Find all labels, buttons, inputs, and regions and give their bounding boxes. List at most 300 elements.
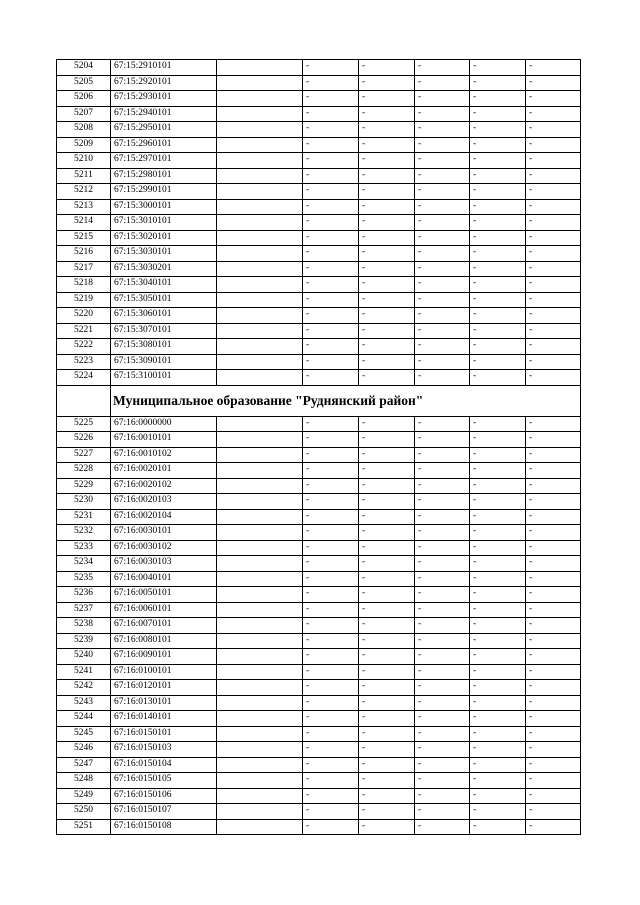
empty-cell xyxy=(217,742,303,758)
empty-cell xyxy=(217,215,303,231)
cadastral-code: 67:15:2940101 xyxy=(111,106,217,122)
dash-cell: - xyxy=(303,494,359,510)
dash-cell: - xyxy=(359,106,415,122)
row-number: 5234 xyxy=(57,556,111,572)
dash-cell: - xyxy=(303,354,359,370)
cadastral-code: 67:16:0060101 xyxy=(111,602,217,618)
row-number: 5237 xyxy=(57,602,111,618)
dash-cell: - xyxy=(415,556,470,572)
row-number: 5211 xyxy=(57,168,111,184)
dash-cell: - xyxy=(470,757,526,773)
dash-cell: - xyxy=(359,261,415,277)
table-row xyxy=(57,494,581,510)
dash-cell: - xyxy=(303,153,359,169)
dash-cell: - xyxy=(526,199,581,215)
dash-cell: - xyxy=(359,122,415,138)
dash-cell: - xyxy=(470,649,526,665)
dash-cell: - xyxy=(415,602,470,618)
empty-cell xyxy=(217,680,303,696)
dash-cell: - xyxy=(359,370,415,386)
row-number: 5235 xyxy=(57,571,111,587)
dash-cell: - xyxy=(470,742,526,758)
dash-cell: - xyxy=(303,230,359,246)
row-number: 5227 xyxy=(57,447,111,463)
cadastral-code: 67:16:0130101 xyxy=(111,695,217,711)
dash-cell: - xyxy=(526,432,581,448)
dash-cell: - xyxy=(526,91,581,107)
dash-cell: - xyxy=(415,153,470,169)
empty-cell xyxy=(217,726,303,742)
cadastral-code: 67:15:2910101 xyxy=(111,60,217,76)
table-row xyxy=(57,540,581,556)
row-number: 5218 xyxy=(57,277,111,293)
dash-cell: - xyxy=(359,742,415,758)
dash-cell: - xyxy=(359,246,415,262)
dash-cell: - xyxy=(415,447,470,463)
dash-cell: - xyxy=(359,509,415,525)
table-row xyxy=(57,711,581,727)
dash-cell: - xyxy=(415,416,470,432)
dash-cell: - xyxy=(359,649,415,665)
dash-cell: - xyxy=(415,122,470,138)
dash-cell: - xyxy=(359,323,415,339)
empty-cell xyxy=(217,664,303,680)
dash-cell: - xyxy=(526,122,581,138)
empty-cell xyxy=(217,122,303,138)
dash-cell: - xyxy=(359,494,415,510)
row-number: 5228 xyxy=(57,463,111,479)
empty-cell xyxy=(217,618,303,634)
dash-cell: - xyxy=(470,819,526,835)
dash-cell: - xyxy=(415,323,470,339)
dash-cell: - xyxy=(415,788,470,804)
dash-cell: - xyxy=(359,137,415,153)
dash-cell: - xyxy=(303,509,359,525)
cadastral-code: 67:15:3060101 xyxy=(111,308,217,324)
dash-cell: - xyxy=(415,261,470,277)
dash-cell: - xyxy=(526,354,581,370)
table-row xyxy=(57,773,581,789)
table-row xyxy=(57,184,581,200)
dash-cell: - xyxy=(359,804,415,820)
dash-cell: - xyxy=(526,618,581,634)
row-number: 5205 xyxy=(57,75,111,91)
empty-cell xyxy=(217,137,303,153)
cadastral-code: 67:16:0150108 xyxy=(111,819,217,835)
cadastral-code: 67:16:0020103 xyxy=(111,494,217,510)
dash-cell: - xyxy=(359,308,415,324)
dash-cell: - xyxy=(415,711,470,727)
dash-cell: - xyxy=(526,277,581,293)
dash-cell: - xyxy=(415,680,470,696)
table-row xyxy=(57,199,581,215)
dash-cell: - xyxy=(526,323,581,339)
dash-cell: - xyxy=(415,804,470,820)
table-body-before xyxy=(57,60,581,386)
empty-cell xyxy=(217,695,303,711)
dash-cell: - xyxy=(415,618,470,634)
cadastral-code: 67:15:2980101 xyxy=(111,168,217,184)
dash-cell: - xyxy=(526,494,581,510)
dash-cell: - xyxy=(359,695,415,711)
dash-cell: - xyxy=(303,463,359,479)
dash-cell: - xyxy=(359,432,415,448)
dash-cell: - xyxy=(359,75,415,91)
dash-cell: - xyxy=(470,525,526,541)
dash-cell: - xyxy=(303,277,359,293)
dash-cell: - xyxy=(359,711,415,727)
dash-cell: - xyxy=(526,788,581,804)
dash-cell: - xyxy=(526,571,581,587)
dash-cell: - xyxy=(359,463,415,479)
table-row xyxy=(57,587,581,603)
dash-cell: - xyxy=(415,432,470,448)
row-number: 5213 xyxy=(57,199,111,215)
dash-cell: - xyxy=(526,215,581,231)
dash-cell: - xyxy=(470,199,526,215)
empty-cell xyxy=(217,571,303,587)
cadastral-code: 67:15:2960101 xyxy=(111,137,217,153)
dash-cell: - xyxy=(303,416,359,432)
table-row xyxy=(57,75,581,91)
dash-cell: - xyxy=(470,463,526,479)
dash-cell: - xyxy=(415,60,470,76)
cadastral-code: 67:15:3030101 xyxy=(111,246,217,262)
row-number: 5251 xyxy=(57,819,111,835)
dash-cell: - xyxy=(415,168,470,184)
row-number: 5240 xyxy=(57,649,111,665)
empty-cell xyxy=(217,773,303,789)
row-number: 5238 xyxy=(57,618,111,634)
empty-cell xyxy=(217,292,303,308)
dash-cell: - xyxy=(359,168,415,184)
table-row xyxy=(57,556,581,572)
dash-cell: - xyxy=(526,649,581,665)
dash-cell: - xyxy=(415,184,470,200)
dash-cell: - xyxy=(526,75,581,91)
cadastral-code: 67:16:0030101 xyxy=(111,525,217,541)
dash-cell: - xyxy=(470,680,526,696)
dash-cell: - xyxy=(470,416,526,432)
cadastral-code: 67:15:3100101 xyxy=(111,370,217,386)
dash-cell: - xyxy=(470,571,526,587)
table-row xyxy=(57,168,581,184)
dash-cell: - xyxy=(526,804,581,820)
table-row xyxy=(57,308,581,324)
empty-cell xyxy=(217,602,303,618)
empty-cell xyxy=(217,525,303,541)
table-row xyxy=(57,277,581,293)
dash-cell: - xyxy=(303,246,359,262)
table-row xyxy=(57,649,581,665)
empty-cell xyxy=(217,91,303,107)
dash-cell: - xyxy=(303,556,359,572)
dash-cell: - xyxy=(526,695,581,711)
empty-cell xyxy=(217,323,303,339)
dash-cell: - xyxy=(470,540,526,556)
cadastral-code: 67:15:3080101 xyxy=(111,339,217,355)
dash-cell: - xyxy=(526,757,581,773)
dash-cell: - xyxy=(359,91,415,107)
cadastral-code: 67:15:2970101 xyxy=(111,153,217,169)
row-number: 5249 xyxy=(57,788,111,804)
dash-cell: - xyxy=(303,478,359,494)
dash-cell: - xyxy=(303,695,359,711)
dash-cell: - xyxy=(359,788,415,804)
empty-cell xyxy=(217,556,303,572)
dash-cell: - xyxy=(359,602,415,618)
row-number: 5232 xyxy=(57,525,111,541)
empty-cell xyxy=(217,649,303,665)
table-row xyxy=(57,804,581,820)
empty-cell xyxy=(217,788,303,804)
empty-cell xyxy=(217,447,303,463)
row-number: 5250 xyxy=(57,804,111,820)
row-number: 5224 xyxy=(57,370,111,386)
dash-cell: - xyxy=(470,277,526,293)
dash-cell: - xyxy=(415,525,470,541)
table-row xyxy=(57,261,581,277)
dash-cell: - xyxy=(415,509,470,525)
dash-cell: - xyxy=(526,711,581,727)
row-number: 5236 xyxy=(57,587,111,603)
table-row xyxy=(57,726,581,742)
row-number: 5244 xyxy=(57,711,111,727)
dash-cell: - xyxy=(359,447,415,463)
dash-cell: - xyxy=(303,432,359,448)
row-number: 5243 xyxy=(57,695,111,711)
dash-cell: - xyxy=(470,75,526,91)
row-number: 5220 xyxy=(57,308,111,324)
row-number: 5209 xyxy=(57,137,111,153)
dash-cell: - xyxy=(470,230,526,246)
cadastral-code: 67:15:3020101 xyxy=(111,230,217,246)
dash-cell: - xyxy=(526,525,581,541)
table-row xyxy=(57,292,581,308)
dash-cell: - xyxy=(359,354,415,370)
row-number: 5233 xyxy=(57,540,111,556)
row-number: 5247 xyxy=(57,757,111,773)
dash-cell: - xyxy=(415,308,470,324)
dash-cell: - xyxy=(303,525,359,541)
dash-cell: - xyxy=(470,695,526,711)
empty-cell xyxy=(217,416,303,432)
dash-cell: - xyxy=(415,199,470,215)
table-row xyxy=(57,370,581,386)
dash-cell: - xyxy=(470,509,526,525)
dash-cell: - xyxy=(359,664,415,680)
dash-cell: - xyxy=(526,292,581,308)
dash-cell: - xyxy=(526,308,581,324)
cadastral-code: 67:15:3000101 xyxy=(111,199,217,215)
dash-cell: - xyxy=(526,137,581,153)
row-number: 5225 xyxy=(57,416,111,432)
row-number: 5210 xyxy=(57,153,111,169)
table-row xyxy=(57,618,581,634)
dash-cell: - xyxy=(303,168,359,184)
cadastral-code: 67:16:0150107 xyxy=(111,804,217,820)
dash-cell: - xyxy=(303,804,359,820)
dash-cell: - xyxy=(359,680,415,696)
dash-cell: - xyxy=(415,773,470,789)
dash-cell: - xyxy=(359,215,415,231)
section-header xyxy=(57,385,581,416)
row-number: 5223 xyxy=(57,354,111,370)
row-number: 5245 xyxy=(57,726,111,742)
dash-cell: - xyxy=(526,773,581,789)
empty-cell xyxy=(217,540,303,556)
row-number: 5212 xyxy=(57,184,111,200)
dash-cell: - xyxy=(303,602,359,618)
table-row xyxy=(57,91,581,107)
table-row xyxy=(57,757,581,773)
empty-cell xyxy=(217,168,303,184)
cadastral-code: 67:16:0020101 xyxy=(111,463,217,479)
dash-cell: - xyxy=(470,261,526,277)
dash-cell: - xyxy=(470,153,526,169)
empty-cell xyxy=(217,509,303,525)
dash-cell: - xyxy=(415,633,470,649)
table-row xyxy=(57,742,581,758)
cadastral-code: 67:15:3090101 xyxy=(111,354,217,370)
dash-cell: - xyxy=(303,788,359,804)
dash-cell: - xyxy=(303,308,359,324)
dash-cell: - xyxy=(303,122,359,138)
row-number: 5214 xyxy=(57,215,111,231)
dash-cell: - xyxy=(359,60,415,76)
dash-cell: - xyxy=(303,711,359,727)
table-body-after xyxy=(57,416,581,835)
dash-cell: - xyxy=(415,742,470,758)
dash-cell: - xyxy=(415,230,470,246)
dash-cell: - xyxy=(303,215,359,231)
row-number: 5216 xyxy=(57,246,111,262)
dash-cell: - xyxy=(415,649,470,665)
dash-cell: - xyxy=(470,788,526,804)
dash-cell: - xyxy=(415,75,470,91)
dash-cell: - xyxy=(526,664,581,680)
cadastral-code: 67:16:0090101 xyxy=(111,649,217,665)
dash-cell: - xyxy=(303,339,359,355)
dash-cell: - xyxy=(526,680,581,696)
dash-cell: - xyxy=(526,742,581,758)
dash-cell: - xyxy=(526,587,581,603)
row-number: 5239 xyxy=(57,633,111,649)
empty-cell xyxy=(217,106,303,122)
dash-cell: - xyxy=(303,137,359,153)
empty-cell xyxy=(217,261,303,277)
cadastral-code: 67:15:3070101 xyxy=(111,323,217,339)
dash-cell: - xyxy=(470,602,526,618)
row-number: 5204 xyxy=(57,60,111,76)
cadastral-code: 67:16:0150105 xyxy=(111,773,217,789)
dash-cell: - xyxy=(415,664,470,680)
dash-cell: - xyxy=(415,540,470,556)
dash-cell: - xyxy=(470,246,526,262)
dash-cell: - xyxy=(526,184,581,200)
dash-cell: - xyxy=(359,556,415,572)
dash-cell: - xyxy=(359,339,415,355)
dash-cell: - xyxy=(359,726,415,742)
dash-cell: - xyxy=(359,478,415,494)
dash-cell: - xyxy=(415,137,470,153)
dash-cell: - xyxy=(303,323,359,339)
table-row xyxy=(57,137,581,153)
table-row xyxy=(57,215,581,231)
dash-cell: - xyxy=(303,680,359,696)
table-row xyxy=(57,416,581,432)
dash-cell: - xyxy=(470,447,526,463)
dash-cell: - xyxy=(359,525,415,541)
cadastral-code: 67:16:0010102 xyxy=(111,447,217,463)
empty-cell xyxy=(217,478,303,494)
cadastral-code: 67:16:0020102 xyxy=(111,478,217,494)
dash-cell: - xyxy=(303,91,359,107)
row-number: 5222 xyxy=(57,339,111,355)
section-row xyxy=(57,385,581,416)
dash-cell: - xyxy=(526,540,581,556)
empty-cell xyxy=(217,75,303,91)
empty-cell xyxy=(217,711,303,727)
empty-cell xyxy=(217,230,303,246)
dash-cell: - xyxy=(303,199,359,215)
cadastral-code: 67:15:2950101 xyxy=(111,122,217,138)
dash-cell: - xyxy=(526,447,581,463)
dash-cell: - xyxy=(415,277,470,293)
dash-cell: - xyxy=(470,122,526,138)
dash-cell: - xyxy=(303,618,359,634)
dash-cell: - xyxy=(359,416,415,432)
dash-cell: - xyxy=(303,587,359,603)
table-row xyxy=(57,819,581,835)
cadastral-code: 67:16:0150106 xyxy=(111,788,217,804)
dash-cell: - xyxy=(470,432,526,448)
cadastral-code: 67:16:0020104 xyxy=(111,509,217,525)
dash-cell: - xyxy=(359,633,415,649)
table-row xyxy=(57,153,581,169)
row-number: 5208 xyxy=(57,122,111,138)
dash-cell: - xyxy=(470,618,526,634)
dash-cell: - xyxy=(359,540,415,556)
empty-cell xyxy=(217,370,303,386)
table-row xyxy=(57,106,581,122)
dash-cell: - xyxy=(470,711,526,727)
dash-cell: - xyxy=(415,246,470,262)
dash-cell: - xyxy=(303,261,359,277)
dash-cell: - xyxy=(303,571,359,587)
empty-cell xyxy=(217,633,303,649)
cadastral-code: 67:15:2920101 xyxy=(111,75,217,91)
row-number: 5226 xyxy=(57,432,111,448)
row-number: 5215 xyxy=(57,230,111,246)
cadastral-code: 67:16:0080101 xyxy=(111,633,217,649)
dash-cell: - xyxy=(526,633,581,649)
dash-cell: - xyxy=(415,370,470,386)
dash-cell: - xyxy=(359,757,415,773)
cadastral-code: 67:15:3030201 xyxy=(111,261,217,277)
dash-cell: - xyxy=(303,184,359,200)
dash-cell: - xyxy=(470,354,526,370)
dash-cell: - xyxy=(415,726,470,742)
cadastral-code: 67:16:0070101 xyxy=(111,618,217,634)
dash-cell: - xyxy=(303,773,359,789)
cadastral-code: 67:16:0140101 xyxy=(111,711,217,727)
table-row xyxy=(57,432,581,448)
table-row xyxy=(57,339,581,355)
dash-cell: - xyxy=(415,478,470,494)
dash-cell: - xyxy=(526,478,581,494)
empty-cell xyxy=(217,308,303,324)
